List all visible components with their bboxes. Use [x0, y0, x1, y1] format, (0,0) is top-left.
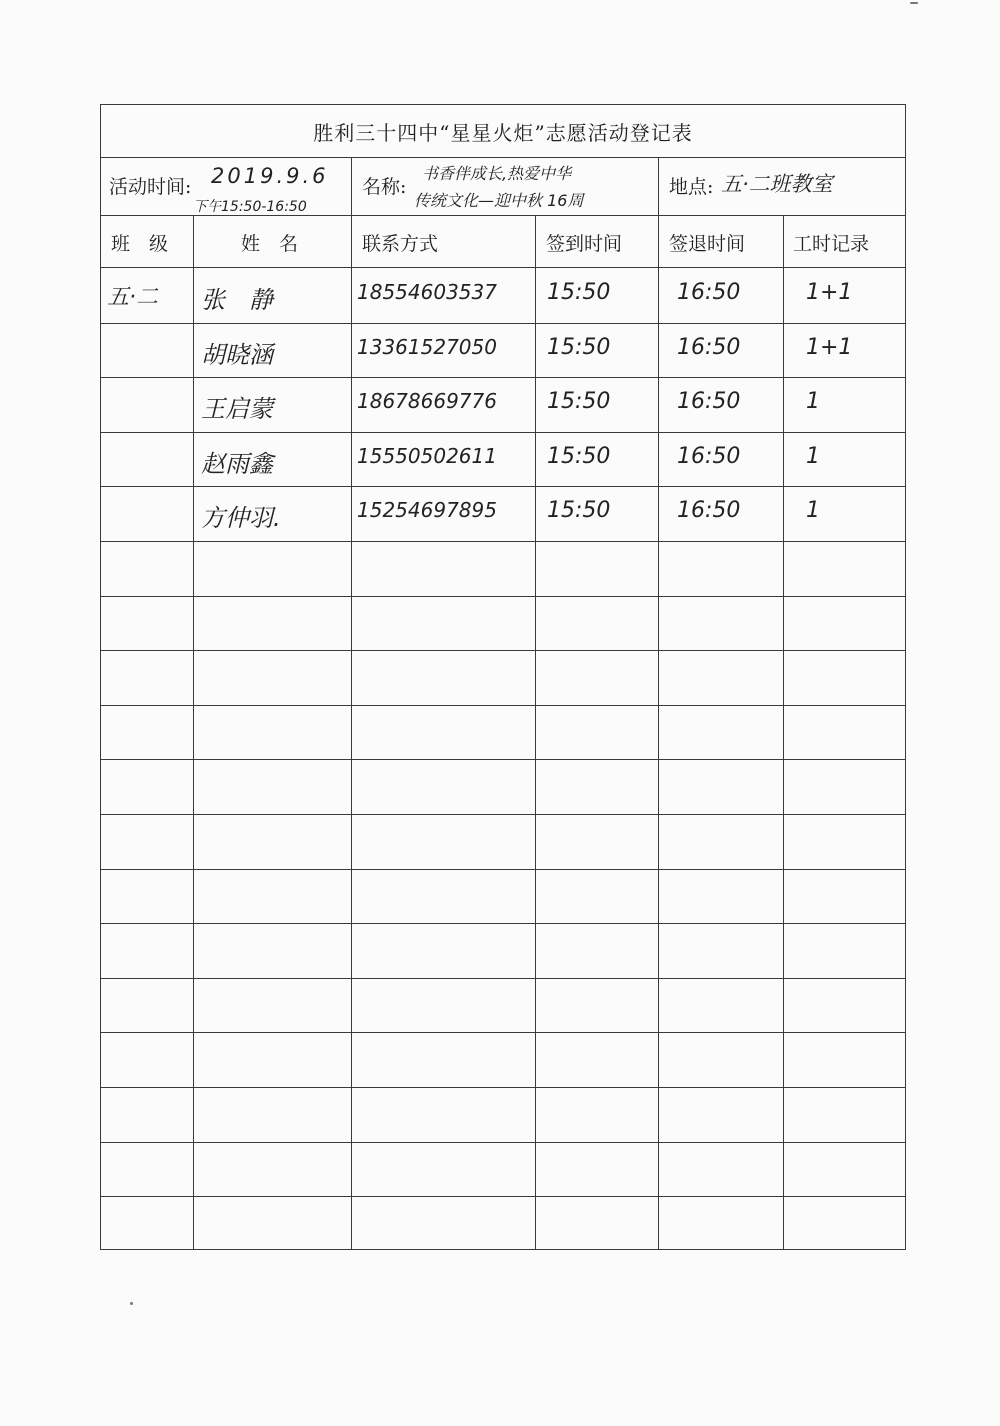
column-divider	[193, 216, 194, 1249]
column-divider	[535, 216, 536, 1249]
header-name: 姓 名	[241, 232, 299, 255]
cell-hours: 1+1	[806, 280, 853, 305]
cell-hours: 1	[806, 389, 820, 415]
header-contact: 联系方式	[362, 232, 439, 255]
cell-sign-out: 16:50	[677, 334, 741, 360]
table-header-row	[101, 216, 905, 268]
activity-name-label: 名称:	[362, 176, 407, 198]
activity-time-range-value: 下午15:50-16:50	[193, 199, 307, 215]
cell-name: 赵雨鑫	[201, 449, 273, 478]
row-divider	[101, 432, 905, 433]
row-divider	[101, 923, 905, 924]
cell-phone: 13361527050	[357, 334, 497, 359]
header-hours: 工时记录	[793, 232, 870, 255]
row-divider	[101, 814, 905, 815]
row-divider	[101, 377, 905, 378]
row-divider	[101, 541, 905, 542]
cell-name: 张 静	[201, 286, 273, 314]
form-title: 胜利三十四中“星星火炬”志愿活动登记表	[101, 105, 905, 158]
cell-hours: 1+1	[806, 334, 853, 360]
activity-time-cell	[101, 158, 352, 216]
activity-place-label: 地点:	[669, 176, 714, 198]
registration-form	[100, 104, 906, 1250]
header-sign-out: 签退时间	[669, 232, 746, 255]
cell-class: 五·二	[107, 285, 158, 310]
activity-name-value: 书香伴成长,热爱中华	[422, 164, 572, 183]
activity-name-cell	[352, 158, 659, 216]
row-divider	[101, 759, 905, 760]
cell-sign-out: 16:50	[677, 498, 741, 524]
cell-hours: 1	[806, 498, 820, 524]
cell-sign-in: 15:50	[547, 280, 611, 305]
paper-speck	[910, 2, 918, 4]
column-divider	[351, 216, 352, 1249]
cell-sign-in: 15:50	[547, 334, 611, 360]
cell-phone: 15254697895	[357, 498, 497, 523]
row-divider	[101, 1196, 905, 1197]
cell-sign-out: 16:50	[677, 389, 741, 415]
row-divider	[101, 1032, 905, 1033]
row-divider	[101, 869, 905, 870]
activity-place-value: 五·二班教室	[721, 172, 833, 196]
cell-sign-out: 16:50	[677, 443, 741, 469]
cell-hours: 1	[806, 443, 820, 469]
activity-info-row	[101, 158, 905, 216]
header-sign-in: 签到时间	[546, 232, 623, 255]
cell-phone: 15550502611	[357, 443, 497, 468]
row-divider	[101, 705, 905, 706]
column-divider	[658, 216, 659, 1249]
row-divider	[101, 650, 905, 651]
cell-name: 方仲羽.	[201, 504, 281, 533]
row-divider	[101, 596, 905, 597]
row-divider	[101, 978, 905, 979]
cell-sign-out: 16:50	[677, 280, 741, 305]
row-divider	[101, 1087, 905, 1088]
cell-name: 王启蒙	[201, 395, 273, 424]
cell-sign-in: 15:50	[547, 389, 611, 415]
cell-phone: 18554603537	[357, 280, 497, 304]
cell-phone: 18678669776	[357, 389, 497, 414]
row-divider	[101, 486, 905, 487]
row-divider	[101, 323, 905, 324]
cell-sign-in: 15:50	[547, 498, 611, 524]
activity-name-value-line2: 传统文化—迎中秋 16周	[414, 191, 584, 210]
activity-date-value: 2019.9.6	[211, 164, 329, 188]
cell-name: 胡晓涵	[201, 340, 273, 369]
paper-speck	[130, 1302, 133, 1305]
cell-sign-in: 15:50	[547, 443, 611, 469]
row-divider	[101, 1142, 905, 1143]
activity-place-cell	[659, 158, 907, 216]
header-class: 班 级	[111, 232, 169, 255]
activity-time-label: 活动时间:	[109, 176, 192, 198]
column-divider	[783, 216, 784, 1249]
